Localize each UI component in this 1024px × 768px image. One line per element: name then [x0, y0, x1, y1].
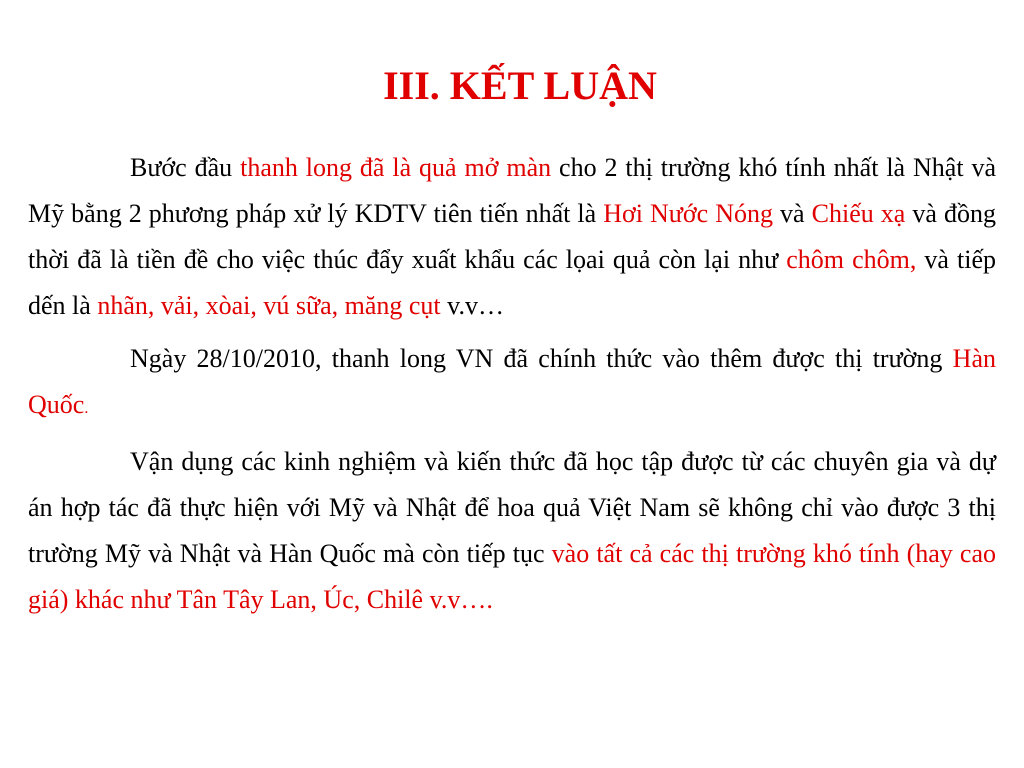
highlight-segment: nhãn, vải, xòai, vú sữa, măng cụt: [97, 291, 441, 320]
slide-title: III. KẾT LUẬN: [383, 63, 657, 108]
text-segment: và: [773, 199, 812, 228]
text-segment: Bước đầu: [130, 153, 241, 182]
highlight-segment: Hàn Quốc: [28, 344, 996, 419]
highlight-segment: .: [84, 400, 89, 417]
text-segment: Ngày 28/10/2010, thanh long VN đã chính thức vào thêm được thị trường: [130, 344, 953, 373]
highlight-segment: chôm chôm,: [786, 245, 917, 274]
highlight-segment: vào tất cả các thị trường khó tính (hay cao giá) khác như Tân Tây Lan, Úc, Chilê v.v….: [28, 539, 997, 614]
paragraph-3: [28, 439, 996, 623]
text-segment: và đồng thời đã là tiền đề cho việc thúc đẩy xuất khẩu các lọai quả còn lại như: [28, 199, 996, 274]
highlight-segment: thanh long đã là quả mở màn: [240, 153, 552, 182]
text-segment: Vận dụng các kinh nghiệm và kiến thức đã học tập được từ các chuyên gia và dự án hợp tác đã thực hiện với Mỹ và Nhật để hoa quả Việt Nam sẽ không chỉ vào được 3 thị trường Mỹ và Nhật và Hàn Quốc mà còn tiếp tục: [28, 447, 996, 568]
text-segment: và tiếp dến là: [28, 245, 997, 320]
text-segment: v.v…: [440, 291, 504, 320]
paragraph-2: [28, 336, 996, 432]
highlight-segment: Chiếu xạ: [811, 199, 906, 228]
paragraph-1: [28, 145, 996, 329]
highlight-segment: Hơi Nước Nóng: [603, 199, 773, 228]
slide-body: [28, 145, 996, 630]
text-segment: cho 2 thị trường khó tính nhất là Nhật và Mỹ bằng 2 phương pháp xử lý KDTV tiên tiến nhất là: [28, 153, 996, 228]
